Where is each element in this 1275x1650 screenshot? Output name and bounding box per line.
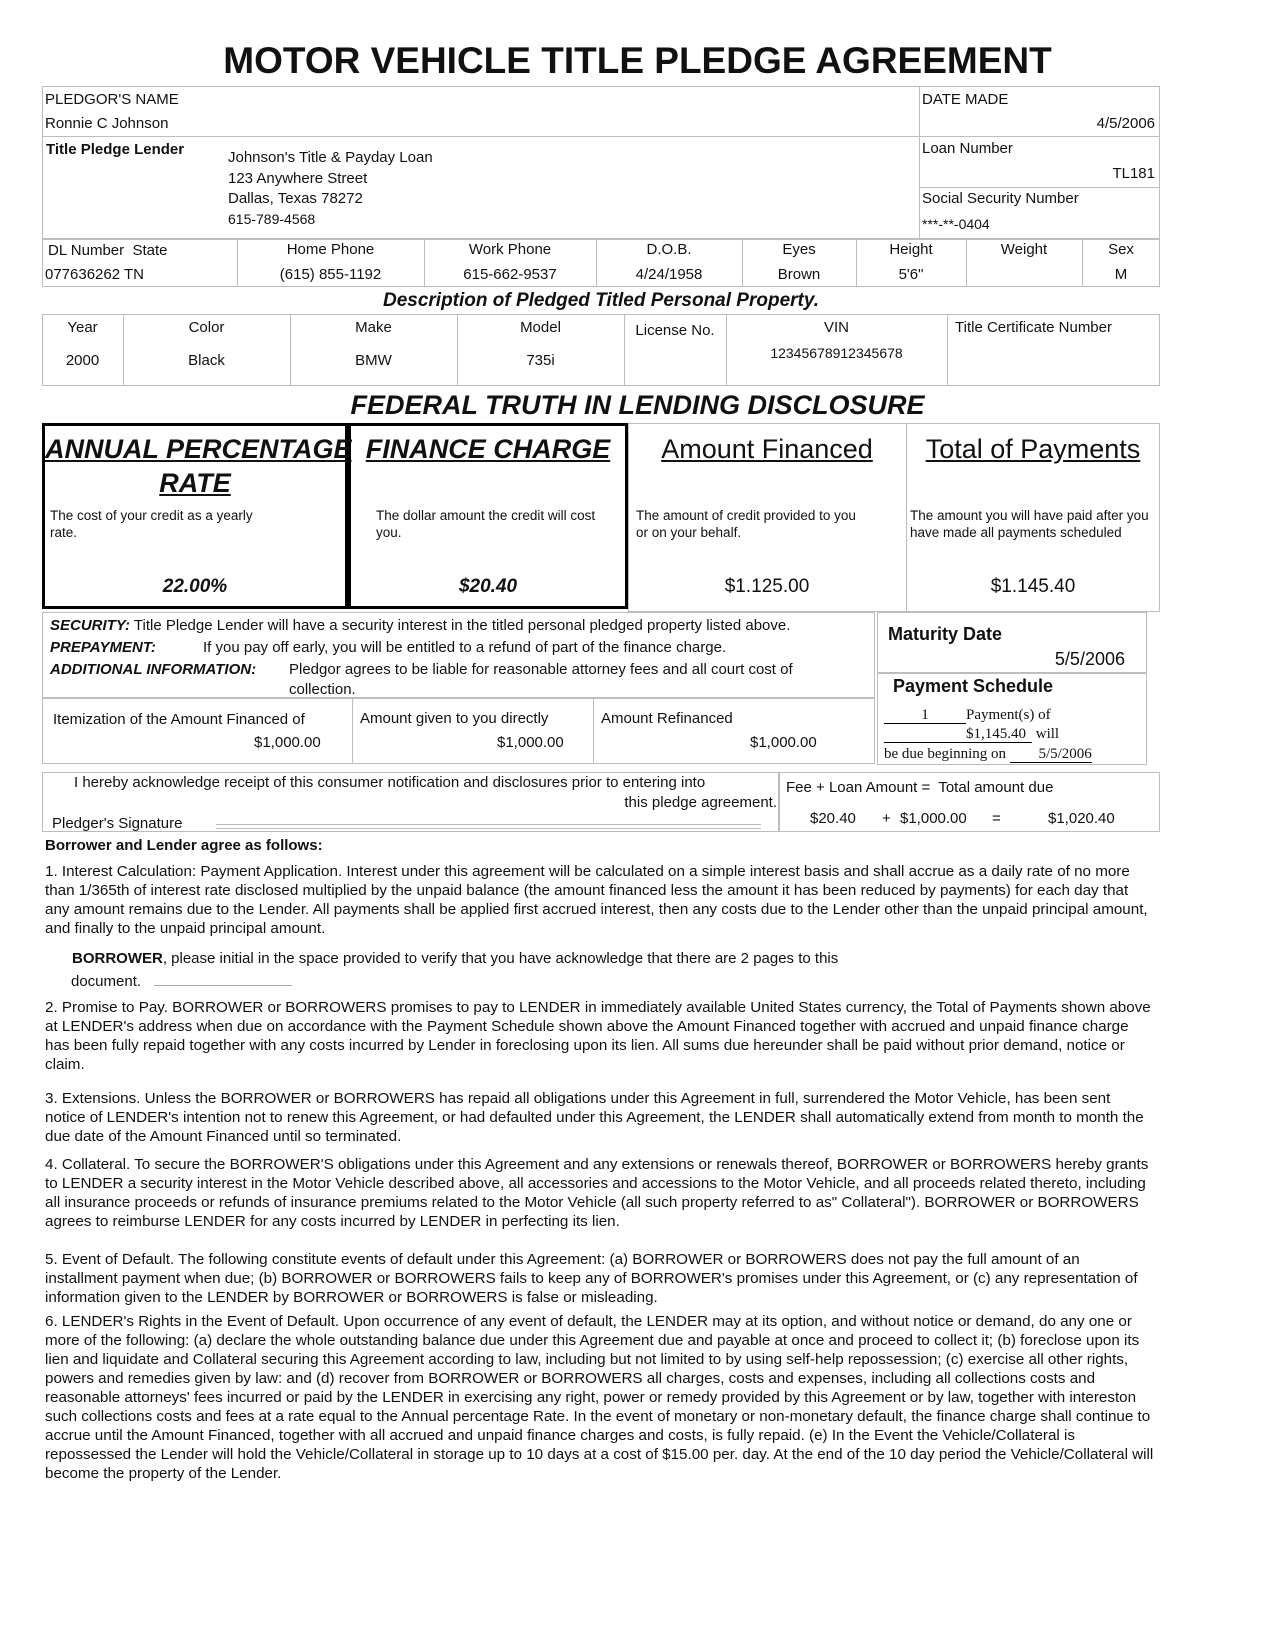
additional-text-2: collection. (289, 681, 356, 698)
amount-financed-desc: The amount of credit provided to you or on your behalf. (636, 508, 856, 540)
eyes-header: Eyes (782, 241, 816, 258)
lender-street: 123 Anywhere Street (228, 170, 368, 187)
term-2: 2. Promise to Pay. BORROWER or BORROWERS promises to pay to LENDER in immediately available United States currency, the Total of Payments shown above at LENDER's address when due on accordance with the Payment Schedule shown above the Amount Financed together with accrued and unpaid finance charge has been fully repaid together with any costs incurred by Lender in foreclosing upon its lien. All sums due hereunder shall be paid without prior demand, notice or claim. (45, 999, 1151, 1073)
payment-schedule-label: Payment Schedule (893, 676, 1054, 696)
totals-header: Fee + Loan Amount = Total amount due (786, 779, 1054, 796)
apr-title-line1: ANNUAL PERCENTAGE (45, 434, 352, 464)
maturity-label: Maturity Date (888, 624, 1003, 644)
term-4: 4. Collateral. To secure the BORROWER'S obligations under this Agreement and any extensions or renewals thereof, BORROWER or BORROWERS hereby grants to LENDER a security interest in the Motor Vehicle described above, all accessories and accessions to the Motor Vehicle, and all proceeds related thereto, including all insurance proceeds or refunds of insurance premiums related to the Motor Vehicle (all such property referred to as" Collateral"). BORROWER or BORROWERS agrees to reimburse LENDER for any costs incurred by LENDER in perfecting its lien. (45, 1156, 1149, 1230)
total-payments-desc: The amount you will have paid after you have made all payments scheduled (910, 508, 1149, 540)
make-value: BMW (355, 352, 392, 369)
additional-text-1: Pledgor agrees to be liable for reasonable attorney fees and all court cost of (289, 661, 793, 678)
height-header: Height (889, 241, 933, 258)
ssn-label: Social Security Number (922, 190, 1079, 207)
totals-loan: $1,000.00 (900, 810, 967, 827)
vin-header: VIN (823, 319, 849, 336)
color-header: Color (188, 319, 225, 336)
payment-due-prefix: be due beginning on (884, 746, 1007, 762)
initial-text: , please initial in the space provided to verify that you have acknowledge that there are 2 pages to this (162, 950, 839, 967)
title-cert-header: Title Certificate Number (955, 319, 1112, 336)
term-5: 5. Event of Default. The following constitute events of default under this Agreement: (a) BORROWER or BORROWERS does not pay the full amount of an installment payment when due; (b) BORROWER or BORROWERS fails to keep any of BORROWER's promises under this Agreement, or (c) any representation of information given to the LENDER by BORROWER or BORROWERS is false or misleading. (45, 1251, 1138, 1306)
totals-plus: + (882, 810, 891, 827)
amount-financed-value: $1.125.00 (724, 576, 810, 597)
model-value: 735i (526, 352, 555, 369)
year-header: Year (67, 319, 98, 336)
total-payments-title: Total of Payments (925, 434, 1141, 464)
license-header: License No. (635, 322, 715, 339)
acknowledge-text-1: I hereby acknowledge receipt of this consumer notification and disclosures prior to entering into (74, 774, 706, 791)
payment-amount: $1,145.40 (884, 727, 1032, 743)
home-phone-value: (615) 855-1192 (279, 266, 382, 283)
payment-due-line (884, 745, 1092, 763)
lender-label: Title Pledge Lender (46, 141, 185, 158)
initial-line (72, 950, 838, 968)
totals-equals: = (992, 810, 1001, 827)
amount-financed-title: Amount Financed (661, 434, 873, 464)
total-payments-value: $1.145.40 (990, 576, 1076, 597)
date-made-value: 4/5/2006 (1096, 115, 1155, 132)
apr-value: 22.00% (162, 576, 228, 597)
maturity-value: 5/5/2006 (1054, 649, 1125, 669)
term-6: 6. LENDER's Rights in the Event of Default. Upon occurrence of any event of default, the LENDER may at its option, and without notice or demand, do any one or more of the following: (a) declare the whole outstanding balance due under this Agreement due and payable at once and proceed to collect it; (b) foreclose upon its lien and liquidate and Collateral securing this Agreement according to law, including but not limited to by using self-help repossession; (c) exercise all other rights, powers and remedies given by law: and (d) recover from BORROWER or BORROWERS all charges, costs and expenses, including all collections costs and reasonable attorneys' fees incurred or paid by the LENDER in exercising any right, power or remedy provided by this Agreement or by law, together with intereston such collections costs and fees at a rate equal to the Annual percentage Rate. In the event of monetary or non-monetary default, the finance charge shall continue to accrue until the Amount Financed, together with all accrued and unpaid finance charges and costs, is fully repaid. (e) In the Event the Vehicle/Collateral is repossessed the Lender will hold the Vehicle/Collateral in storage up to 10 days at a cost of $15.00 per. day. At the end of the 10 day period the Vehicle/Collateral will become the property of the Lender. (45, 1313, 1154, 1482)
payment-will: will (1035, 726, 1060, 742)
term-3: 3. Extensions. Unless the BORROWER or BORROWERS has repaid all obligations under this Agreement in full, surrendered the Motor Vehicle, has been sent notice of LENDER's intention not to renew this Agreement, or had defaulted under this Agreement, the LENDER shall automatically extend from month to month the due date of the Amount Financed until so terminated. (45, 1090, 1144, 1145)
initial-field[interactable] (154, 985, 292, 986)
terms-heading: Borrower and Lender agree as follows: (45, 837, 323, 854)
prepayment-label: PREPAYMENT: (50, 639, 156, 656)
totals-fee: $20.40 (810, 810, 856, 827)
weight-header: Weight (1000, 241, 1048, 258)
additional-label: ADDITIONAL INFORMATION: (50, 661, 257, 678)
apr-title-line2: RATE (159, 468, 231, 498)
height-value: 5'6" (898, 266, 924, 283)
tila-heading: FEDERAL TRUTH IN LENDING DISCLOSURE (350, 390, 925, 420)
lender-city: Dallas, Texas 78272 (228, 190, 363, 207)
payment-count: 1 (884, 708, 966, 724)
dl-number-value: 077636262 TN (45, 266, 144, 283)
initial-bold: BORROWER (72, 950, 163, 967)
refinanced-label: Amount Refinanced (601, 710, 733, 727)
year-value: 2000 (65, 352, 100, 369)
sex-value: M (1114, 266, 1128, 283)
dl-number-header: DL Number State (48, 242, 168, 259)
refinanced-amount: $1,000.00 (750, 734, 817, 751)
term-1: 1. Interest Calculation: Payment Application. Interest under this agreement will be calculated on a simple interest basis and shall accrue as a daily rate of no more than 1/365th of interest rate disclosed multiplied by the unpaid balance (the amount financed less the amount it has been reduced by payments) for each day that any amount remains due to the Lender. All payments shall be applied first accrued interest, then any costs due to the Lender other than the unpaid principal amount, and finally to the unpaid principal amount. (45, 863, 1148, 937)
apr-desc: The cost of your credit as a yearly rate. (50, 508, 253, 540)
property-heading: Description of Pledged Titled Personal Property. (382, 290, 820, 311)
dob-header: D.O.B. (646, 241, 692, 258)
home-phone-header: Home Phone (286, 241, 375, 258)
finance-charge-desc: The dollar amount the credit will cost you. (376, 508, 596, 540)
security-line (50, 617, 790, 635)
signature-label: Pledger's Signature (52, 815, 183, 832)
signature-line[interactable] (216, 824, 761, 829)
itemization-table (42, 698, 875, 764)
pledgor-name: Ronnie C Johnson (45, 115, 169, 132)
itemization-amount: $1,000.00 (254, 734, 321, 751)
finance-charge-title: FINANCE CHARGE (365, 434, 611, 464)
totals-total: $1,020.40 (1048, 810, 1115, 827)
ssn-value: ***-**-0404 (922, 216, 990, 232)
loan-number-label: Loan Number (922, 140, 1013, 157)
acknowledge-text-2: this pledge agreement. (624, 794, 777, 811)
work-phone-header: Work Phone (468, 241, 552, 258)
document-title: MOTOR VEHICLE TITLE PLEDGE AGREEMENT (223, 40, 1052, 81)
eyes-value: Brown (777, 266, 821, 283)
finance-charge-value: $20.40 (458, 576, 518, 597)
security-text: Title Pledge Lender will have a security interest in the titled personal pledged property listed above. (133, 617, 791, 634)
pledgor-name-label: PLEDGOR'S NAME (45, 91, 179, 108)
payment-count-suffix: Payment(s) of (966, 707, 1051, 723)
dob-value: 4/24/1958 (635, 266, 703, 283)
loan-number-value: TL181 (1112, 165, 1155, 182)
given-amount: $1,000.00 (497, 734, 564, 751)
payment-amount-line (884, 725, 1059, 743)
model-header: Model (520, 319, 561, 336)
initial-text-2: document. (71, 973, 142, 990)
itemization-label: Itemization of the Amount Financed of (53, 711, 305, 728)
lender-name: Johnson's Title & Payday Loan (228, 149, 433, 166)
payment-count-line (884, 706, 1051, 724)
date-made-label: DATE MADE (922, 91, 1009, 108)
work-phone-value: 615-662-9537 (463, 266, 557, 283)
color-value: Black (188, 352, 225, 369)
prepayment-text: If you pay off early, you will be entitled to a refund of part of the finance charge. (203, 639, 727, 656)
sex-header: Sex (1108, 241, 1134, 258)
lender-phone: 615-789-4568 (228, 211, 316, 227)
given-label: Amount given to you directly (360, 710, 549, 727)
vin-value: 12345678912345678 (770, 345, 903, 361)
make-header: Make (355, 319, 392, 336)
apr-title (45, 432, 352, 500)
security-label: SECURITY: (50, 617, 131, 634)
payment-due-date: 5/5/2006 (1010, 747, 1092, 763)
